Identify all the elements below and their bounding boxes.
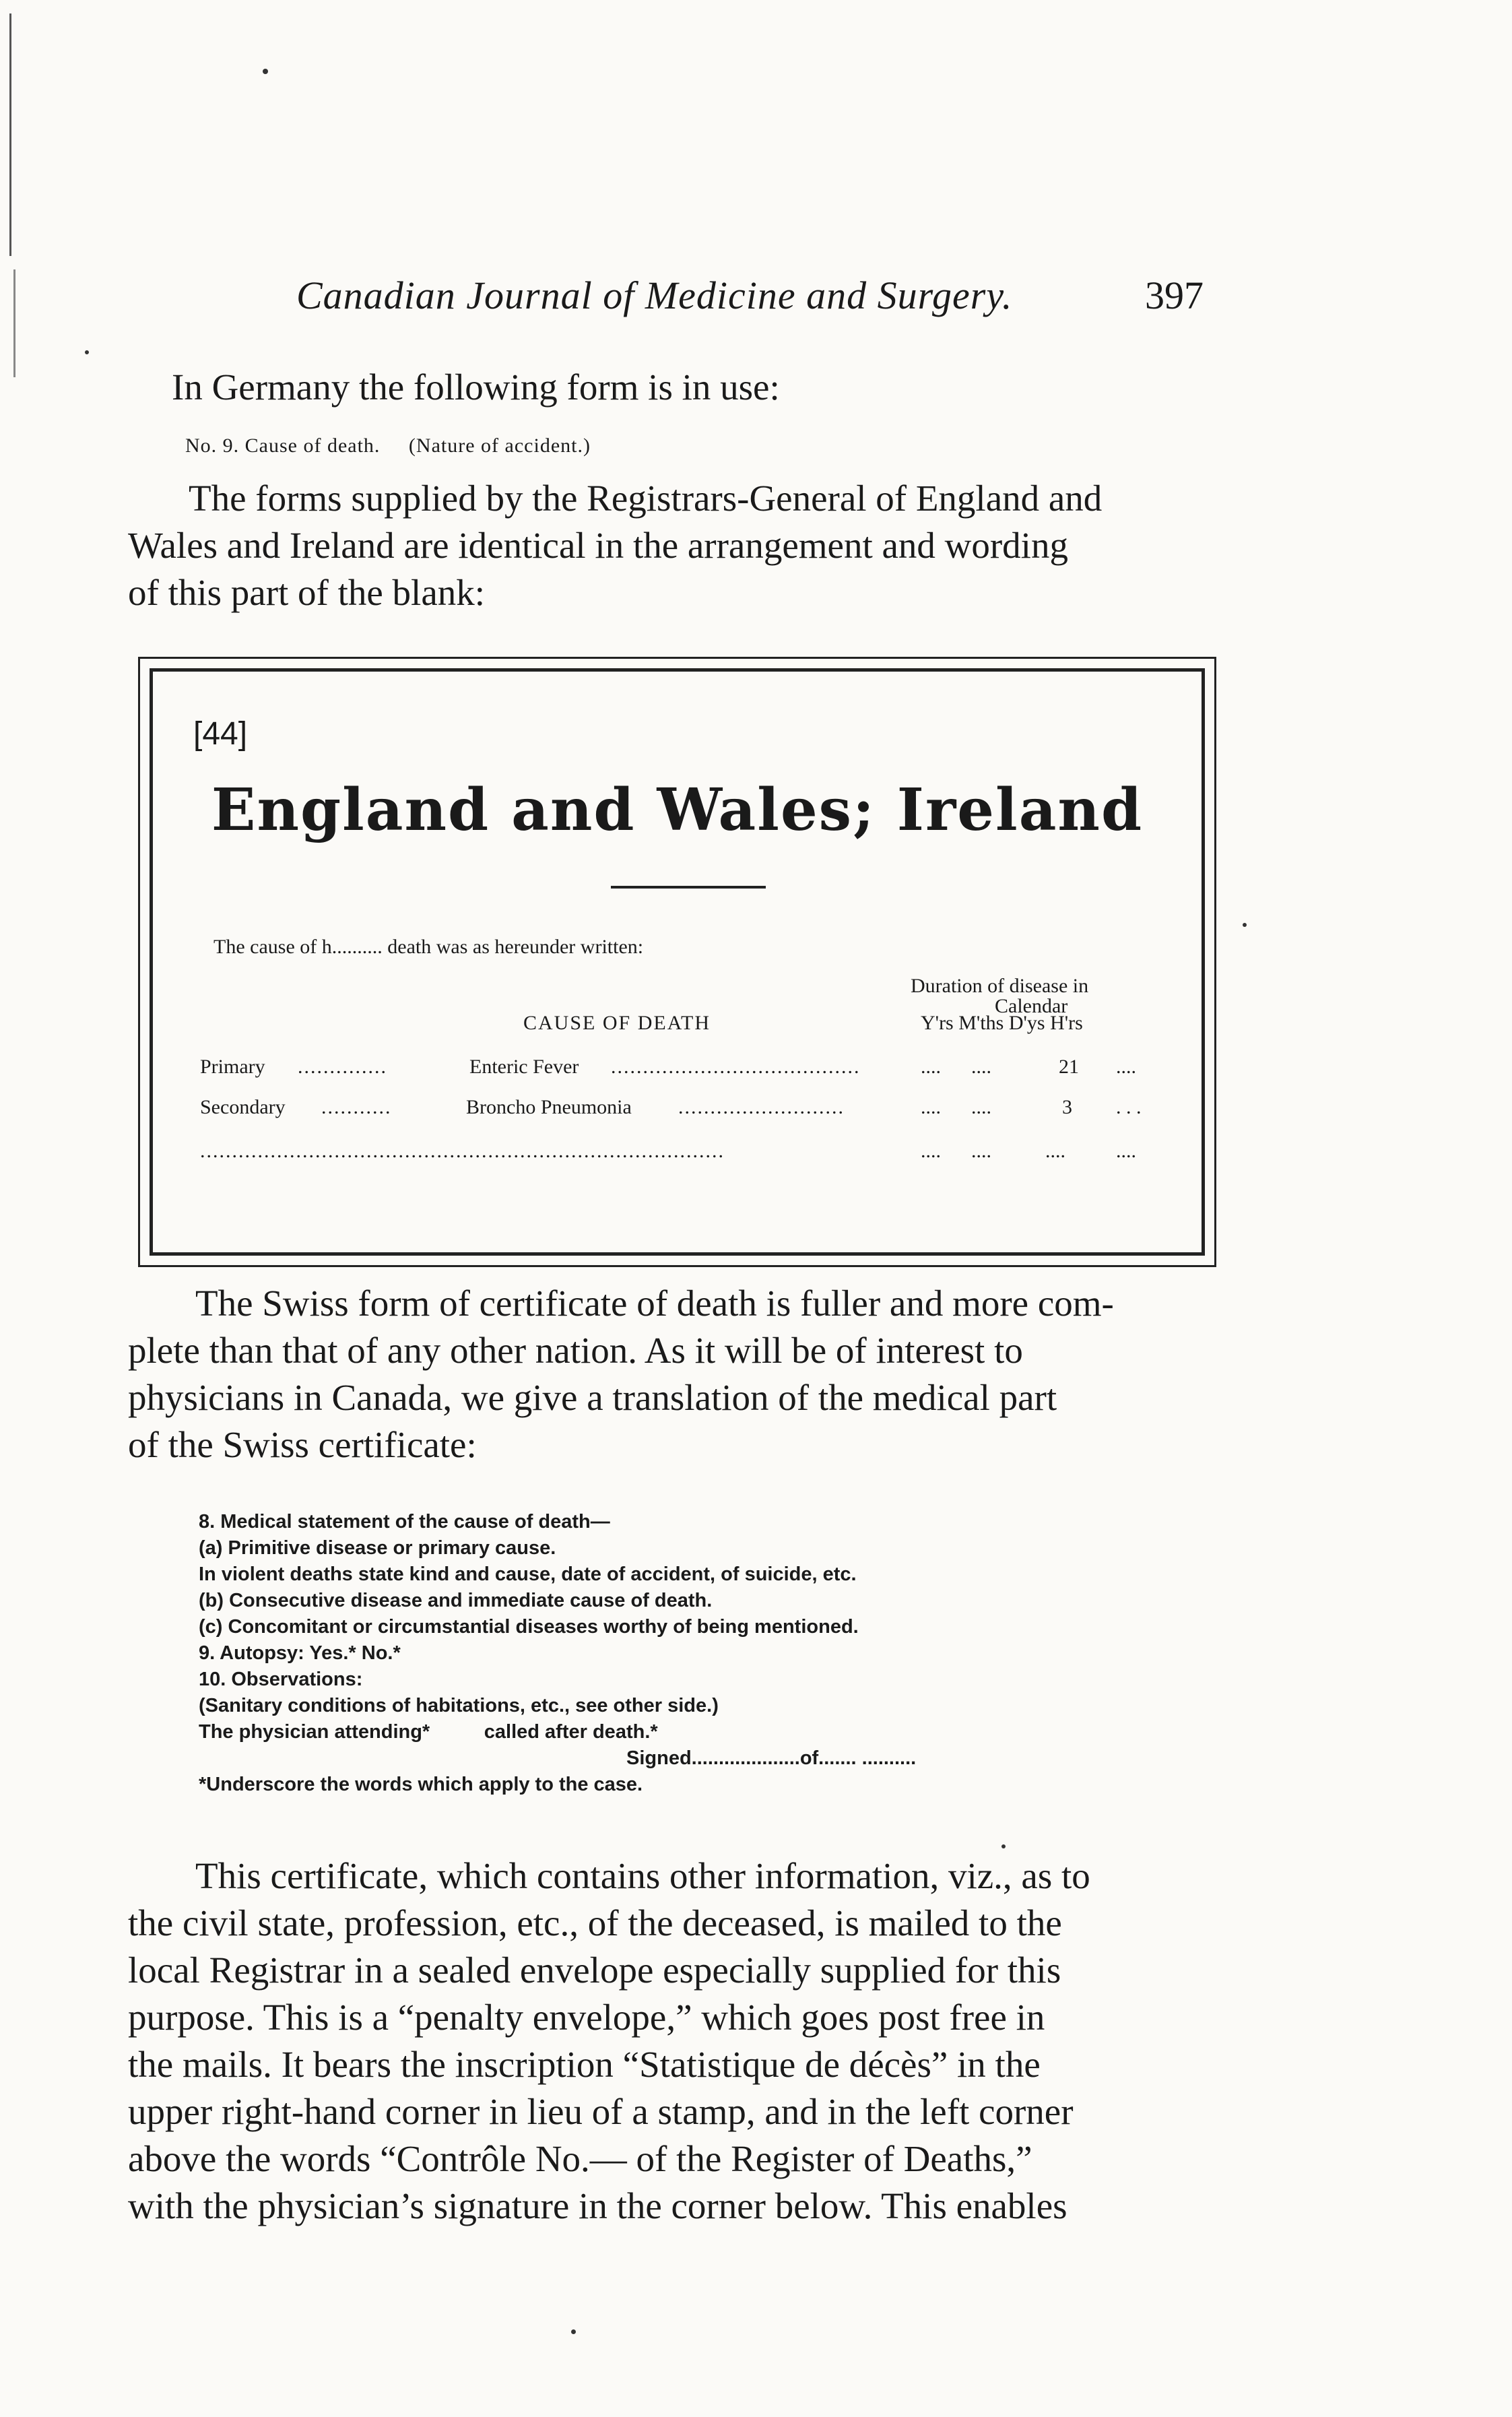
swiss-form-line: (c) Concomitant or circumstantial diseases worthy of being mentioned. [199,1616,859,1638]
swiss-intro-line-3: physicians in Canada, we give a translation of the medical part [128,1377,1057,1418]
swiss-form-line: 10. Observations: [199,1669,363,1690]
swiss-form-line: (Sanitary conditions of habitations, etc., see other side.) [199,1695,719,1716]
swiss-form-line: (b) Consecutive disease and immediate cause of death. [199,1590,713,1611]
cause-row-years: .... [921,1056,941,1078]
closing-paragraph [128,1852,1226,2230]
page-number: 397 [1145,273,1204,317]
scan-speck [1001,1844,1006,1848]
closing-line-8: with the physician’s signature in the corner below. This enables [128,2185,1067,2226]
scan-speck [263,69,268,74]
swiss-form-line: The physician attending* called after death.* [199,1721,658,1743]
closing-line-6: upper right-hand corner in lieu of a stamp, and in the left corner [128,2091,1074,2132]
scan-speck [85,350,89,354]
cause-row-hours: .... [1116,1056,1136,1078]
closing-line-4: purpose. This is a “penalty envelope,” which goes post free in [128,1997,1045,2038]
germany-form-line: No. 9. Cause of death. (Nature of accident.) [185,434,591,457]
swiss-intro-line-4: of the Swiss certificate: [128,1424,477,1465]
heading-rule [611,886,766,889]
scan-speck [1243,923,1247,927]
swiss-form-line: *Underscore the words which apply to the case. [199,1774,643,1795]
cause-row-days: .... [1045,1140,1065,1162]
germany-intro [172,364,1216,411]
germany-line: In Germany the following form is in use: [172,366,780,408]
uk-paragraph [128,475,1219,616]
cause-of-death-header: CAUSE OF DEATH [523,1012,711,1034]
cause-row-trail: .................................................................................. [200,1140,725,1162]
running-head [0,273,1512,327]
uk-para-line-1: The forms supplied by the Registrars-General of England and [189,478,1103,519]
form-number: [44] [193,716,248,752]
cause-row-days: 21 [1059,1056,1079,1078]
closing-line-5: the mails. It bears the inscription “Statistique de décès” in the [128,2044,1041,2085]
swiss-form-line: In violent deaths state kind and cause, date of accident, of suicide, etc. [199,1564,857,1585]
cause-row-leader: .............. [298,1056,387,1078]
cause-row-hours: .... [1116,1140,1136,1162]
cause-row-months: .... [971,1140,991,1162]
certificate-form-inner-border [150,668,1205,1256]
swiss-form-line: 8. Medical statement of the cause of death— [199,1511,610,1533]
cause-row-trail: ....................................... [611,1056,861,1078]
closing-line-3: local Registrar in a sealed envelope especially supplied for this [128,1949,1061,1991]
cause-row-years: .... [921,1096,941,1118]
swiss-intro-line-1: The Swiss form of certificate of death is fuller and more com- [195,1283,1114,1324]
cause-row-label: Primary [200,1056,265,1078]
cause-row-months: .... [971,1096,991,1118]
cause-row-leader: ........... [321,1096,392,1118]
swiss-form-line: (a) Primitive disease or primary cause. [199,1537,556,1559]
scan-speck [571,2329,576,2334]
cause-row-cause: Broncho Pneumonia [466,1096,632,1118]
journal-title: Canadian Journal of Medicine and Surgery. [296,273,1013,317]
cause-row-years: .... [921,1140,941,1162]
cause-row-months: .... [971,1056,991,1078]
cause-row-label: Secondary [200,1096,286,1118]
cause-row-trail: .......................... [678,1096,845,1118]
cause-row-hours: . . . [1116,1096,1142,1118]
cause-statement: The cause of h.......... death was as hereunder written: [213,936,644,958]
form-heading: England and Wales; Ireland [211,776,1144,844]
duration-columns-header: Y'rs M'ths D'ys H'rs [921,1012,1083,1034]
cause-row-days: 3 [1062,1096,1072,1118]
swiss-form-line: Signed....................of....... .......... [626,1747,917,1769]
closing-line-7: above the words “Contrôle No.— of the Register of Deaths,” [128,2138,1032,2179]
swiss-certificate-excerpt [195,1509,1206,1819]
closing-line-1: This certificate, which contains other information, viz., as to [195,1855,1090,1896]
duration-header-line-2: Calendar [995,995,1068,1017]
swiss-intro-line-2: plete than that of any other nation. As it will be of interest to [128,1330,1023,1371]
swiss-form-line: 9. Autopsy: Yes.* No.* [199,1642,401,1664]
scan-edge-mark [9,13,11,256]
certificate-form-frame [138,657,1216,1267]
swiss-intro-paragraph [128,1280,1226,1469]
uk-para-line-3: of this part of the blank: [128,572,486,613]
uk-para-line-2: Wales and Ireland are identical in the arrangement and wording [128,525,1068,566]
cause-row-cause: Enteric Fever [469,1056,579,1078]
duration-header-line-1: Duration of disease in [911,975,1089,997]
closing-line-2: the civil state, profession, etc., of the deceased, is mailed to the [128,1902,1062,1943]
